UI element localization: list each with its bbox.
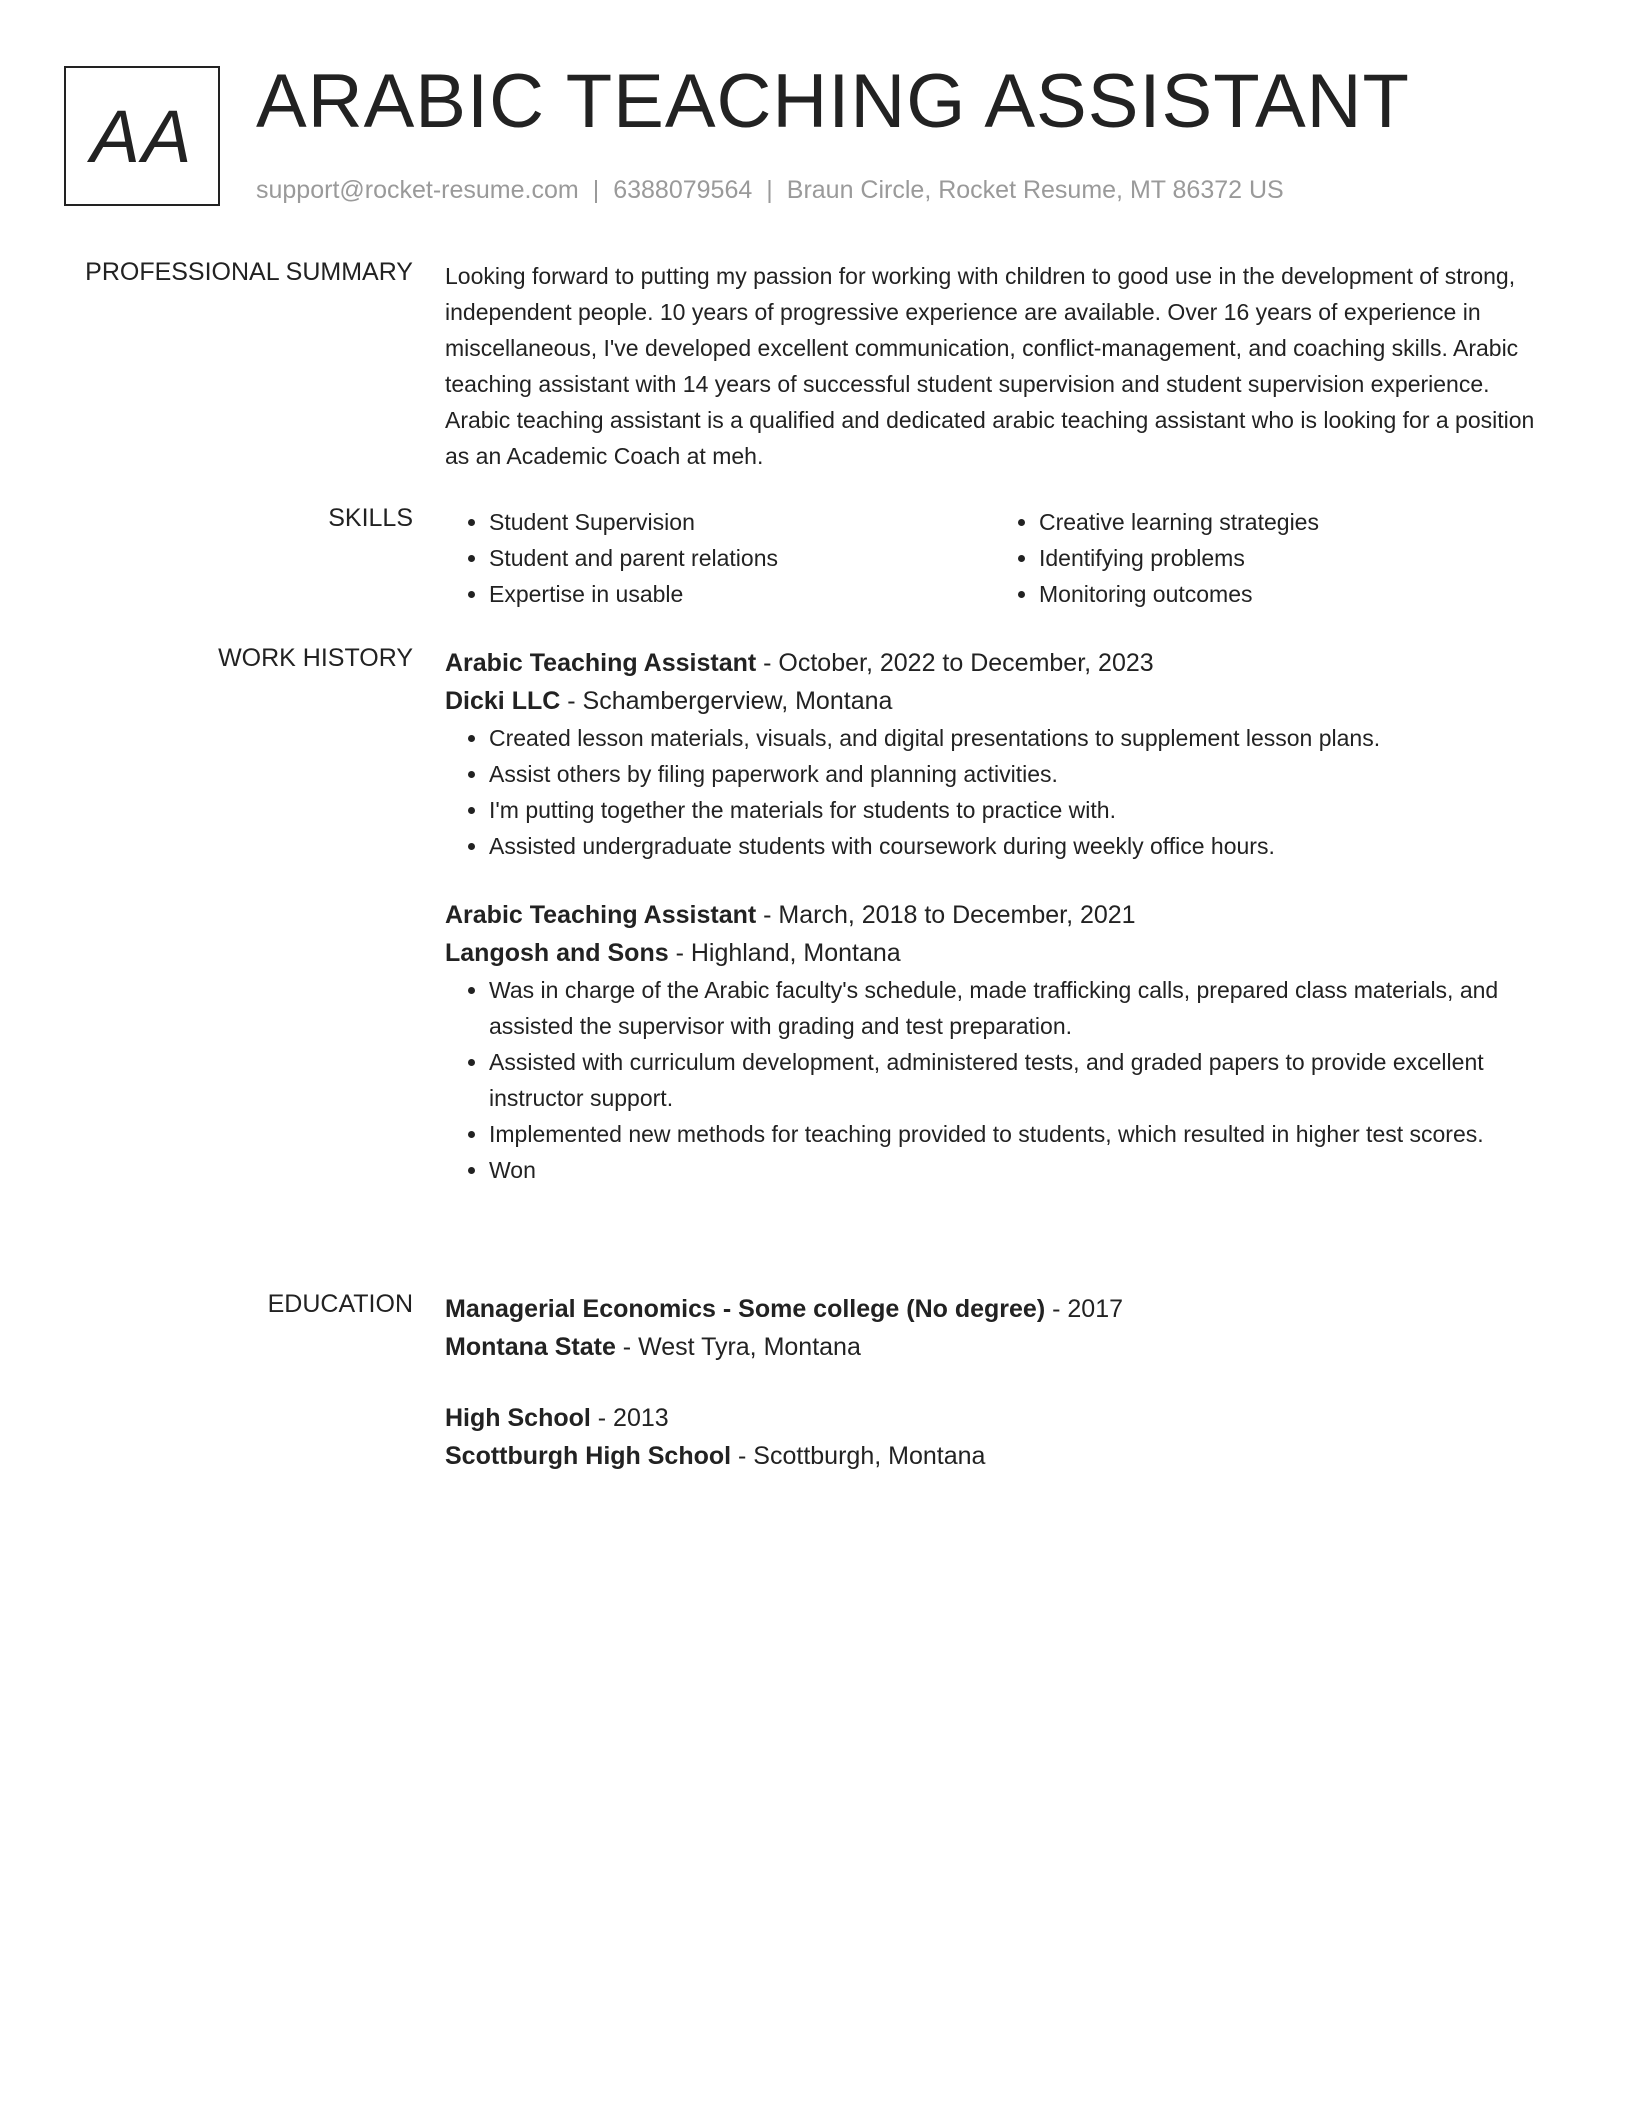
skill-item: • Creative learning strategies [1039, 504, 1545, 540]
job-bullet: • I'm putting together the materials for students to practice with. [489, 792, 1545, 828]
education-body [445, 1290, 1545, 1475]
job-dates: - October, 2022 to December, 2023 [756, 649, 1154, 677]
education-entry [445, 1399, 1545, 1475]
skill-item: • Expertise in usable [489, 576, 995, 612]
job-company: Dicki LLC [445, 687, 561, 715]
job-bullet: • Won [489, 1152, 1545, 1188]
education-location: - Scottburgh, Montana [731, 1442, 986, 1470]
job-location: - Schambergerview, Montana [560, 687, 893, 715]
contact-phone[interactable]: 6388079564 [613, 176, 753, 204]
job-bullet: • Assist others by filing paperwork and planning activities. [489, 756, 1545, 792]
skill-item: • Identifying problems [1039, 540, 1545, 576]
skills-heading: SKILLS [328, 504, 413, 532]
education-year: - 2017 [1045, 1295, 1124, 1323]
job-title: Arabic Teaching Assistant [445, 901, 757, 929]
job-bullets [445, 720, 1545, 864]
job-company: Langosh and Sons [445, 939, 669, 967]
skills-column-1 [445, 504, 995, 612]
skill-item: • Student Supervision [489, 504, 995, 540]
education-degree: High School [445, 1404, 591, 1432]
job-bullet: • Implemented new methods for teaching provided to students, which resulted in higher test scores. [489, 1116, 1545, 1152]
job-bullet: • Assisted with curriculum development, administered tests, and graded papers to provide excellent instructor support. [489, 1044, 1545, 1116]
skill-item: • Monitoring outcomes [1039, 576, 1545, 612]
contact-separator: | [766, 176, 773, 204]
contact-address: Braun Circle, Rocket Resume, MT 86372 US [786, 176, 1284, 204]
job-bullet: • Assisted undergraduate students with coursework during weekly office hours. [489, 828, 1545, 864]
job-entry [445, 644, 1545, 864]
education-location: - West Tyra, Montana [615, 1333, 861, 1361]
skills-column-2 [995, 504, 1545, 612]
page-title: ARABIC TEACHING ASSISTANT [256, 59, 1410, 144]
summary-heading: PROFESSIONAL SUMMARY [85, 258, 413, 286]
summary-text: Looking forward to putting my passion for working with children to good use in the development of strong, independent people. 10 years of progressive experience are available. Over 16 years of experience in miscellaneous, I've developed excellent communication, conflict-management, and coaching skills. Arabic teaching assistant with 14 years of successful student supervision and student supervision experience. Arabic teaching assistant is a qualified and dedicated arabic teaching assistant who is looking for a position as an Academic Coach at meh. [445, 263, 1535, 469]
job-bullet: • Created lesson materials, visuals, and digital presentations to supplement lesson plans. [489, 720, 1545, 756]
job-title-line [445, 896, 1545, 934]
education-entry [445, 1290, 1545, 1366]
monogram-logo: AA [64, 66, 220, 206]
summary-body [445, 258, 1545, 474]
education-degree: Managerial Economics - Some college (No degree) [445, 1295, 1046, 1323]
job-bullet: • Was in charge of the Arabic faculty's schedule, made trafficking calls, prepared class materials, and assisted the supervisor with grading and test preparation. [489, 972, 1545, 1044]
education-year: - 2013 [590, 1404, 669, 1432]
skill-item: • Student and parent relations [489, 540, 995, 576]
education-school: Scottburgh High School [445, 1442, 732, 1470]
skills-body [445, 504, 1545, 612]
contact-separator: | [592, 176, 600, 204]
education-heading: EDUCATION [267, 1290, 413, 1318]
work-history-heading: WORK HISTORY [218, 644, 413, 672]
job-dates: - March, 2018 to December, 2021 [756, 901, 1136, 929]
contact-line [256, 176, 1284, 205]
job-bullets [445, 972, 1545, 1188]
contact-email[interactable]: support@rocket-resume.com [256, 176, 579, 204]
job-title-line [445, 644, 1545, 682]
job-entry [445, 896, 1545, 1188]
education-school: Montana State [445, 1333, 616, 1361]
job-company-line [445, 934, 1545, 972]
job-location: - Highland, Montana [668, 939, 901, 967]
job-company-line [445, 682, 1545, 720]
job-title: Arabic Teaching Assistant [445, 649, 757, 677]
work-history-body [445, 644, 1545, 1188]
